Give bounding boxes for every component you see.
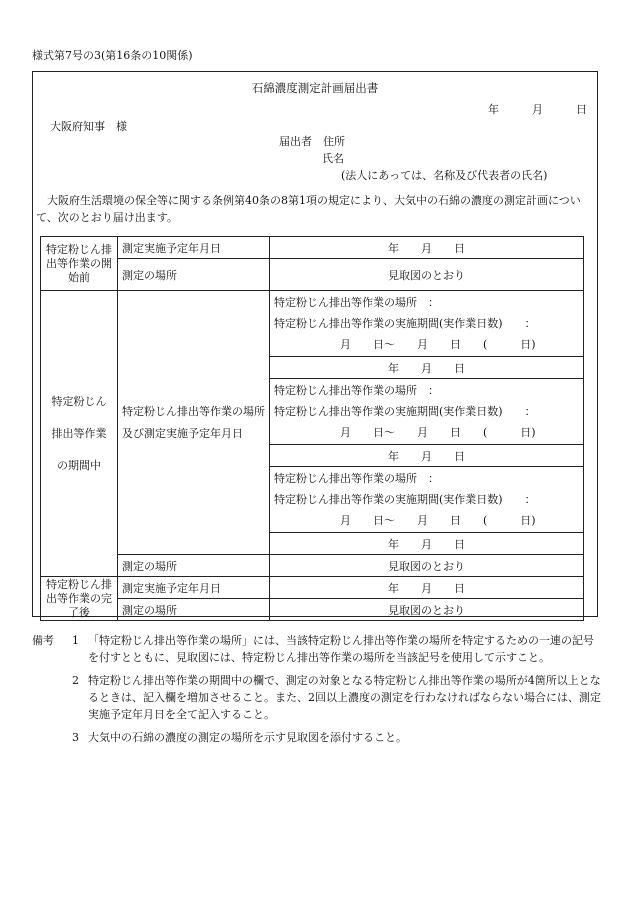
before-header: 特定粉じん排出等作業の開始前: [41, 237, 118, 291]
measurement-plan-table: [40, 236, 584, 621]
date-value-3[interactable]: 年 月 日: [270, 533, 584, 555]
date-value-1[interactable]: 年 月 日: [270, 357, 584, 379]
before-date-label: 測定実施予定年月日: [118, 237, 270, 259]
note-number: 2: [72, 674, 79, 687]
after-date-value[interactable]: 年 月 日: [270, 577, 584, 599]
site-block-3[interactable]: [270, 467, 584, 533]
note-text: 特定粉じん排出等作業の期間中の欄で、測定の対象となる特定粉じん排出等作業の場所が4箇所以上となるときは、記入欄を増加させること。また、2回以上濃度の測定を行わなければならない場合には、測定実施予定年月日を全て記入すること。: [88, 674, 601, 721]
period-value-2: 月 日～ 月 日 ( 日): [340, 426, 536, 439]
site-block-1[interactable]: [270, 291, 584, 357]
form-id: 様式第7号の3(第16条の10関係): [32, 49, 193, 62]
page-title: 石綿濃度測定計画届出書: [251, 81, 379, 95]
before-place-label: 測定の場所: [118, 259, 270, 291]
addressee: 大阪府知事 様: [50, 120, 127, 133]
during-sub-label: 特定粉じん排出等作業の場所及び測定実施予定年月日: [118, 291, 270, 555]
submission-date: [488, 101, 587, 117]
note-text: 「特定粉じん排出等作業の場所」には、当該特定粉じん排出等作業の場所を特定するための一連の記号を付すとともに、見取図には、特定粉じん排出等作業の場所を当該記号を使用して示すこと。: [88, 634, 594, 664]
body-text: 大阪府生活環境の保全等に関する条例第40条の8第1項の規定により、大気中の石綿の濃度の測定計画について、次のとおり届け出ます。: [36, 194, 581, 224]
during-place-label: 測定の場所: [118, 555, 270, 577]
period-label-2: 特定粉じん排出等作業の実施期間(実作業日数) ：: [274, 405, 536, 418]
after-date-label: 測定実施予定年月日: [118, 577, 270, 599]
applicant-name-label: 氏名: [322, 152, 344, 165]
period-value-3: 月 日～ 月 日 ( 日): [340, 514, 536, 527]
during-header-line1: 特定粉じん: [51, 394, 107, 408]
note-text: 大気中の石綿の濃度の測定の場所を示す見取図を添付すること。: [88, 731, 407, 744]
period-value-1: 月 日～ 月 日 ( 日): [340, 338, 536, 351]
note-number: 3: [72, 731, 79, 744]
after-header: 特定粉じん排出等作業の完了後: [41, 577, 118, 621]
site-block-2[interactable]: [270, 379, 584, 445]
date-value-2[interactable]: 年 月 日: [270, 445, 584, 467]
period-label-3: 特定粉じん排出等作業の実施期間(実作業日数) ：: [274, 493, 536, 506]
before-date-value[interactable]: 年 月 日: [270, 237, 584, 259]
date-day: 日: [576, 103, 587, 116]
applicant-note: (法人にあっては、名称及び代表者の氏名): [341, 169, 548, 182]
notes-label: 備考: [32, 634, 54, 647]
before-place-value[interactable]: 見取図のとおり: [270, 259, 584, 291]
site-label-2: 特定粉じん排出等作業の場所 ：: [274, 384, 439, 397]
period-label-1: 特定粉じん排出等作業の実施期間(実作業日数) ：: [274, 317, 536, 330]
note-item: [32, 729, 604, 746]
after-place-label: 測定の場所: [118, 599, 270, 621]
during-header-line2: 排出等作業: [51, 426, 107, 440]
during-header-line3: の期間中: [57, 458, 101, 472]
during-header: [41, 291, 118, 577]
note-number: 1: [72, 634, 79, 647]
after-place-value[interactable]: 見取図のとおり: [270, 599, 584, 621]
applicant-address-label: 届出者 住所: [279, 135, 345, 148]
note-item: [32, 672, 604, 723]
site-label-3: 特定粉じん排出等作業の場所 ：: [274, 472, 439, 485]
date-month: 月: [532, 103, 543, 116]
date-year: 年: [488, 103, 499, 116]
site-label-1: 特定粉じん排出等作業の場所 ：: [274, 296, 439, 309]
notes-section: [32, 632, 604, 752]
during-place-value[interactable]: 見取図のとおり: [270, 555, 584, 577]
note-item: [32, 632, 604, 666]
